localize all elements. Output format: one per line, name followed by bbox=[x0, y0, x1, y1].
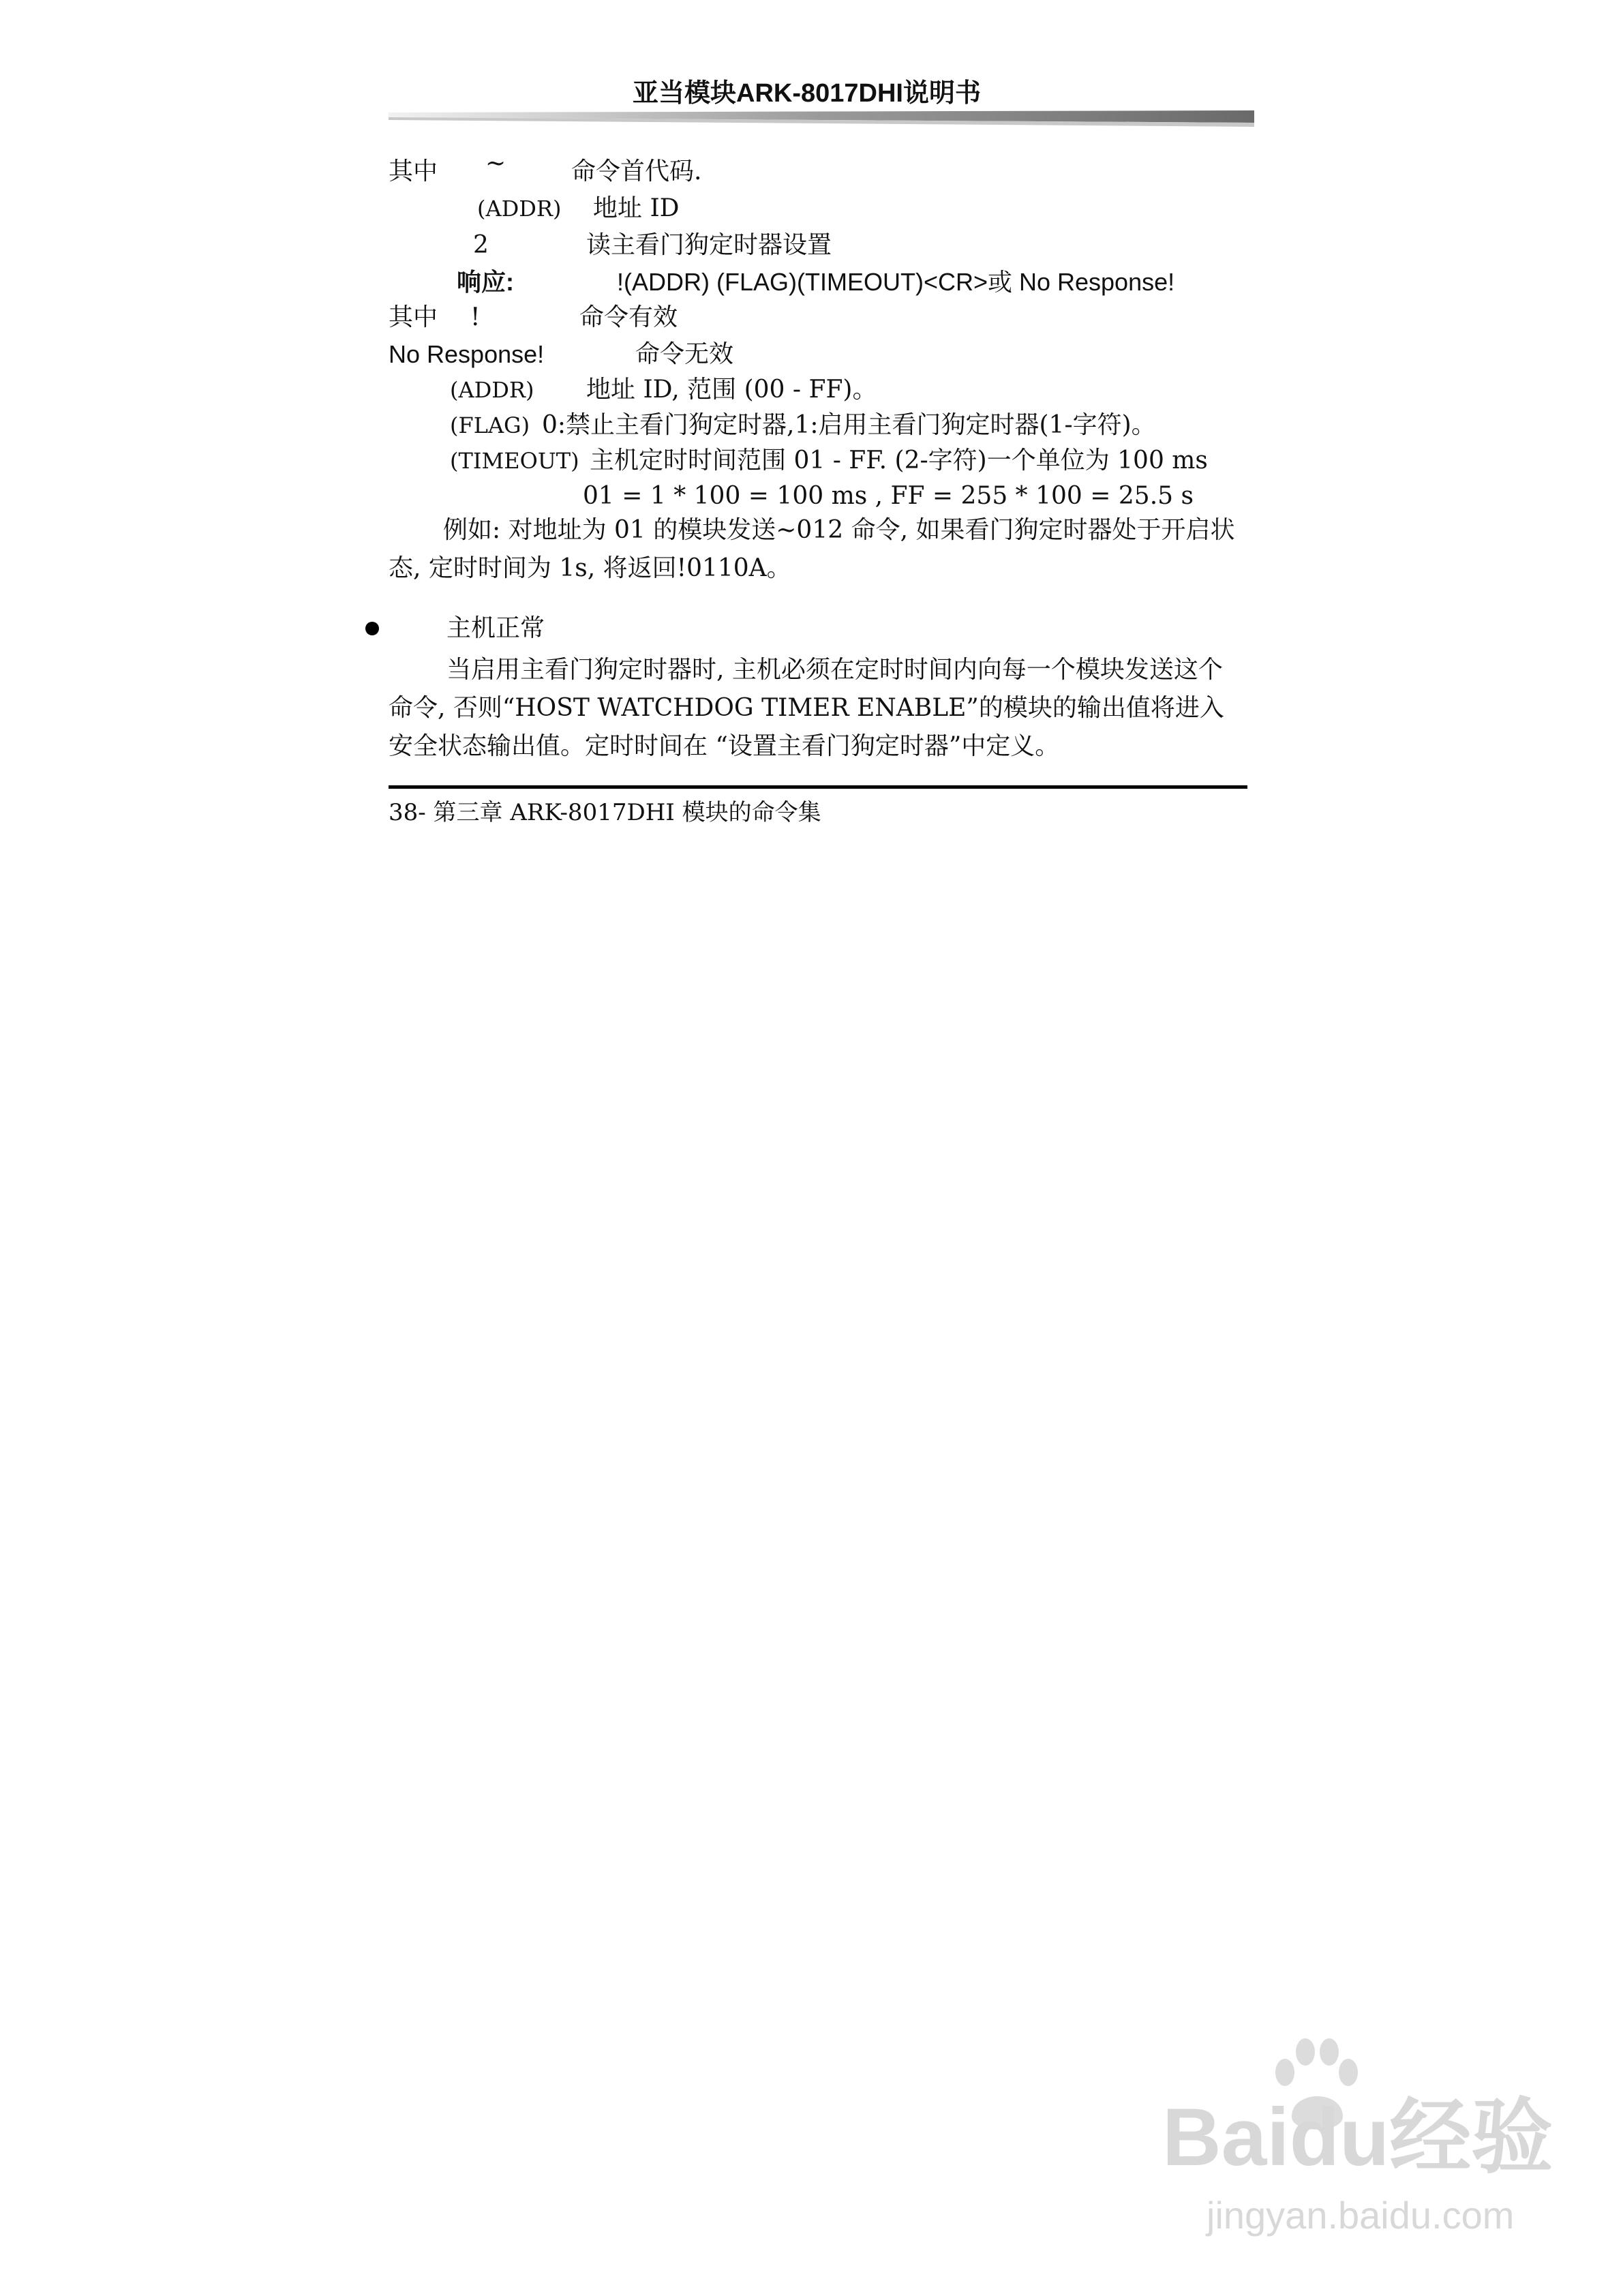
line-tilde-symbol: ~ bbox=[485, 149, 506, 177]
line-where-label: 其中 bbox=[389, 157, 438, 185]
bullet-dot bbox=[365, 622, 379, 635]
watermark-logo: Baidu经验 bbox=[1162, 2091, 1553, 2183]
exclaim-desc: 命令有效 bbox=[579, 303, 678, 331]
command-code-2-desc: 读主看门狗定时器设置 bbox=[586, 231, 832, 259]
section-heading: 主机正常 bbox=[446, 614, 545, 642]
section-paragraph: 当启用主看门狗定时器时, 主机必须在定时时间内向每一个模块发送这个命令, 否则“HOST WATCHDOG TIMER ENABLE”的模块的输出值将进入安全状态输出值。定时时间在 “设置主看门狗定时器”中定义。 bbox=[389, 656, 1224, 760]
no-response-label: No Response! bbox=[389, 340, 545, 368]
addr-field-desc: 地址 ID bbox=[593, 194, 680, 222]
response-label: 响应: bbox=[457, 268, 514, 296]
line-tilde-desc: 命令首代码. bbox=[571, 157, 702, 185]
footer-rule bbox=[389, 785, 1247, 789]
timeout-example-calc: 01 = 1 * 100 = 100 ms , FF = 255 * 100 = 25.5 s bbox=[583, 482, 1194, 510]
addr-field-label: (ADDR) bbox=[477, 196, 562, 222]
addr-range-field: (ADDR) bbox=[450, 377, 534, 403]
footer-text: 38- 第三章 ARK-8017DHI 模块的命令集 bbox=[389, 799, 821, 826]
addr-range-desc: 地址 ID, 范围 (00 - FF)。 bbox=[586, 376, 877, 404]
watermark-url: jingyan.baidu.com bbox=[1207, 2194, 1515, 2237]
command-code-2: 2 bbox=[473, 231, 489, 259]
flag-desc: 0:禁止主看门狗定时器,1:启用主看门狗定时器(1-字符)。 bbox=[542, 411, 1156, 439]
page-header-title: 亚当模块ARK-8017DHI说明书 bbox=[633, 79, 981, 108]
no-response-desc: 命令无效 bbox=[635, 340, 734, 368]
flag-field: (FLAG) bbox=[450, 412, 530, 438]
exclaim-symbol: ! bbox=[470, 303, 481, 331]
timeout-desc: 主机定时时间范围 01 - FF. (2-字符)一个单位为 100 ms bbox=[590, 447, 1208, 474]
header-rule bbox=[389, 109, 1254, 136]
line-where-label-2: 其中 bbox=[389, 303, 438, 331]
response-format: !(ADDR) (FLAG)(TIMEOUT)<CR>或 No Response! bbox=[617, 268, 1175, 296]
timeout-field: (TIMEOUT) bbox=[450, 448, 579, 474]
example-paragraph: 例如: 对地址为 01 的模块发送~012 命令, 如果看门狗定时器处于开启状态, 定时时间为 1s, 将返回!0110A。 bbox=[389, 516, 1235, 582]
